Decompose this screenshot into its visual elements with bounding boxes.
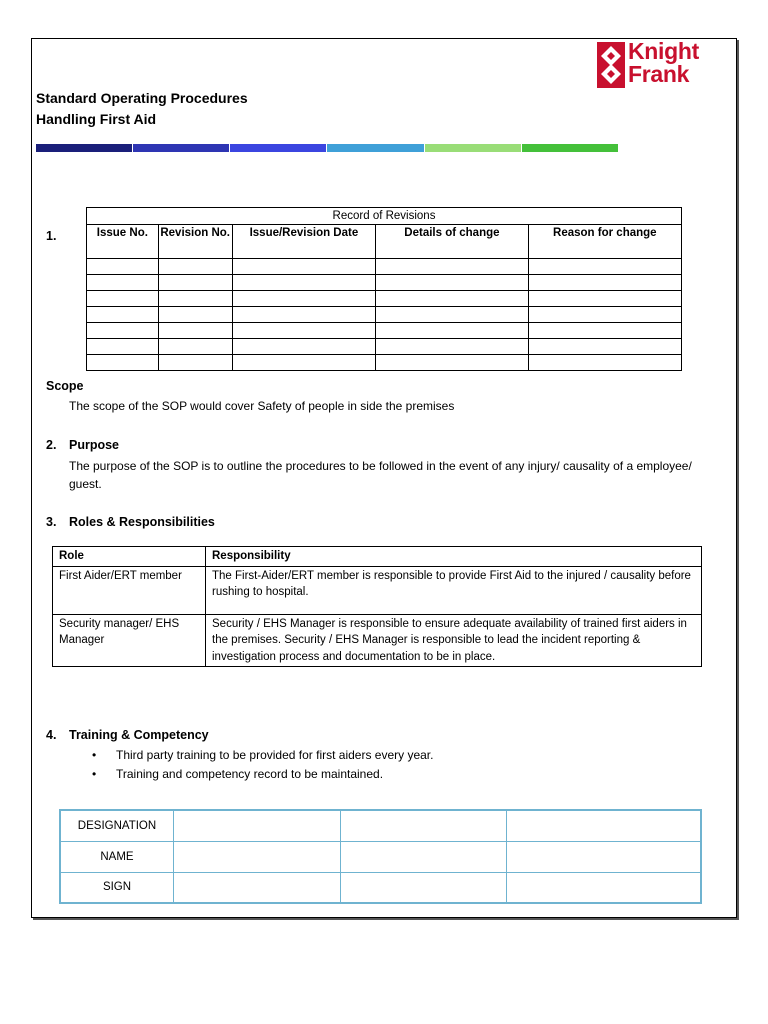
col-details: Details of change: [376, 225, 528, 259]
table-cell[interactable]: [87, 355, 159, 371]
purpose-heading: Purpose: [69, 438, 120, 452]
table-cell[interactable]: [87, 307, 159, 323]
scope-text: The scope of the SOP would cover Safety of people in side the premises: [69, 399, 455, 413]
responsibility-cell: Security / EHS Manager is responsible to ensure adequate availability of trained first aiders in the premises. Security / EHS Manager is responsible to lead the incident reporting & investigation process and documentation to be in place.: [206, 614, 702, 667]
page-subtitle: Handling First Aid: [36, 111, 157, 127]
table-cell[interactable]: [158, 275, 232, 291]
col-issue-date: Issue/Revision Date: [232, 225, 376, 259]
table-cell[interactable]: [340, 841, 507, 872]
list-item: • Training and competency record to be maintained.: [92, 765, 433, 784]
table-cell[interactable]: [232, 339, 376, 355]
color-bar-segment: [522, 144, 618, 152]
table-cell[interactable]: [158, 291, 232, 307]
roles-heading: Roles & Responsibilities: [69, 515, 215, 529]
color-bar-segment: [230, 144, 326, 152]
page-title: Standard Operating Procedures: [36, 90, 248, 106]
list-item: • Third party training to be provided for first aiders every year.: [92, 746, 433, 765]
table-cell[interactable]: [232, 307, 376, 323]
training-list: [92, 746, 433, 784]
table-cell[interactable]: [232, 291, 376, 307]
table-cell[interactable]: [507, 872, 701, 903]
table-cell[interactable]: [340, 872, 507, 903]
table-cell[interactable]: [376, 355, 528, 371]
table-cell[interactable]: [158, 259, 232, 275]
table-cell[interactable]: [528, 323, 681, 339]
training-heading: Training & Competency: [69, 728, 209, 742]
table-cell[interactable]: [376, 323, 528, 339]
table-cell[interactable]: [528, 291, 681, 307]
table-cell[interactable]: [232, 355, 376, 371]
col-role: Role: [53, 547, 206, 567]
signoff-table: [59, 809, 702, 904]
table-cell[interactable]: [232, 275, 376, 291]
designation-label: DESIGNATION: [60, 810, 174, 841]
sign-label: SIGN: [60, 872, 174, 903]
table-cell[interactable]: [376, 339, 528, 355]
color-bar-segment: [425, 144, 521, 152]
table-cell[interactable]: [507, 841, 701, 872]
purpose-text: The purpose of the SOP is to outline the procedures to be followed in the event of any injury/ causality of a employee/ guest.: [69, 459, 692, 491]
table-cell[interactable]: [174, 841, 341, 872]
section-number-3: 3.: [46, 515, 57, 529]
table-cell[interactable]: [528, 355, 681, 371]
col-issue-no: Issue No.: [87, 225, 159, 259]
table-cell[interactable]: [376, 275, 528, 291]
table-cell[interactable]: [376, 291, 528, 307]
knight-frank-logo-icon: [597, 42, 625, 88]
roles-table: [52, 546, 702, 667]
table-cell[interactable]: [87, 275, 159, 291]
table-cell[interactable]: [87, 323, 159, 339]
table-cell[interactable]: [87, 339, 159, 355]
color-bar-segment: [133, 144, 229, 152]
table-cell[interactable]: [376, 307, 528, 323]
table-cell[interactable]: [158, 323, 232, 339]
table-cell[interactable]: [158, 355, 232, 371]
name-label: NAME: [60, 841, 174, 872]
section-number-1: 1.: [46, 229, 57, 243]
color-bar-segment: [327, 144, 424, 152]
table-cell[interactable]: [528, 275, 681, 291]
section-number-4: 4.: [46, 728, 57, 742]
table-cell[interactable]: [528, 307, 681, 323]
table-cell[interactable]: [174, 810, 341, 841]
revisions-caption: Record of Revisions: [87, 208, 682, 225]
col-reason: Reason for change: [528, 225, 681, 259]
table-cell[interactable]: [376, 259, 528, 275]
table-cell[interactable]: [158, 339, 232, 355]
table-cell[interactable]: [528, 259, 681, 275]
col-responsibility: Responsibility: [206, 547, 702, 567]
section-number-2: 2.: [46, 438, 57, 452]
table-cell[interactable]: [507, 810, 701, 841]
table-cell[interactable]: [340, 810, 507, 841]
table-cell[interactable]: [158, 307, 232, 323]
role-cell: First Aider/ERT member: [53, 566, 206, 614]
brand-name: Knight Frank: [628, 38, 700, 87]
scope-heading: Scope: [46, 379, 84, 393]
responsibility-cell: The First-Aider/ERT member is responsible to provide First Aid to the injured / causality before rushing to hospital.: [206, 566, 702, 614]
role-cell: Security manager/ EHS Manager: [53, 614, 206, 667]
table-cell[interactable]: [528, 339, 681, 355]
col-revision-no: Revision No.: [158, 225, 232, 259]
table-cell[interactable]: [87, 259, 159, 275]
table-cell[interactable]: [174, 872, 341, 903]
table-cell[interactable]: [87, 291, 159, 307]
revisions-table: [86, 207, 682, 371]
color-bar-segment: [36, 144, 132, 152]
table-cell[interactable]: [232, 323, 376, 339]
table-cell[interactable]: [232, 259, 376, 275]
